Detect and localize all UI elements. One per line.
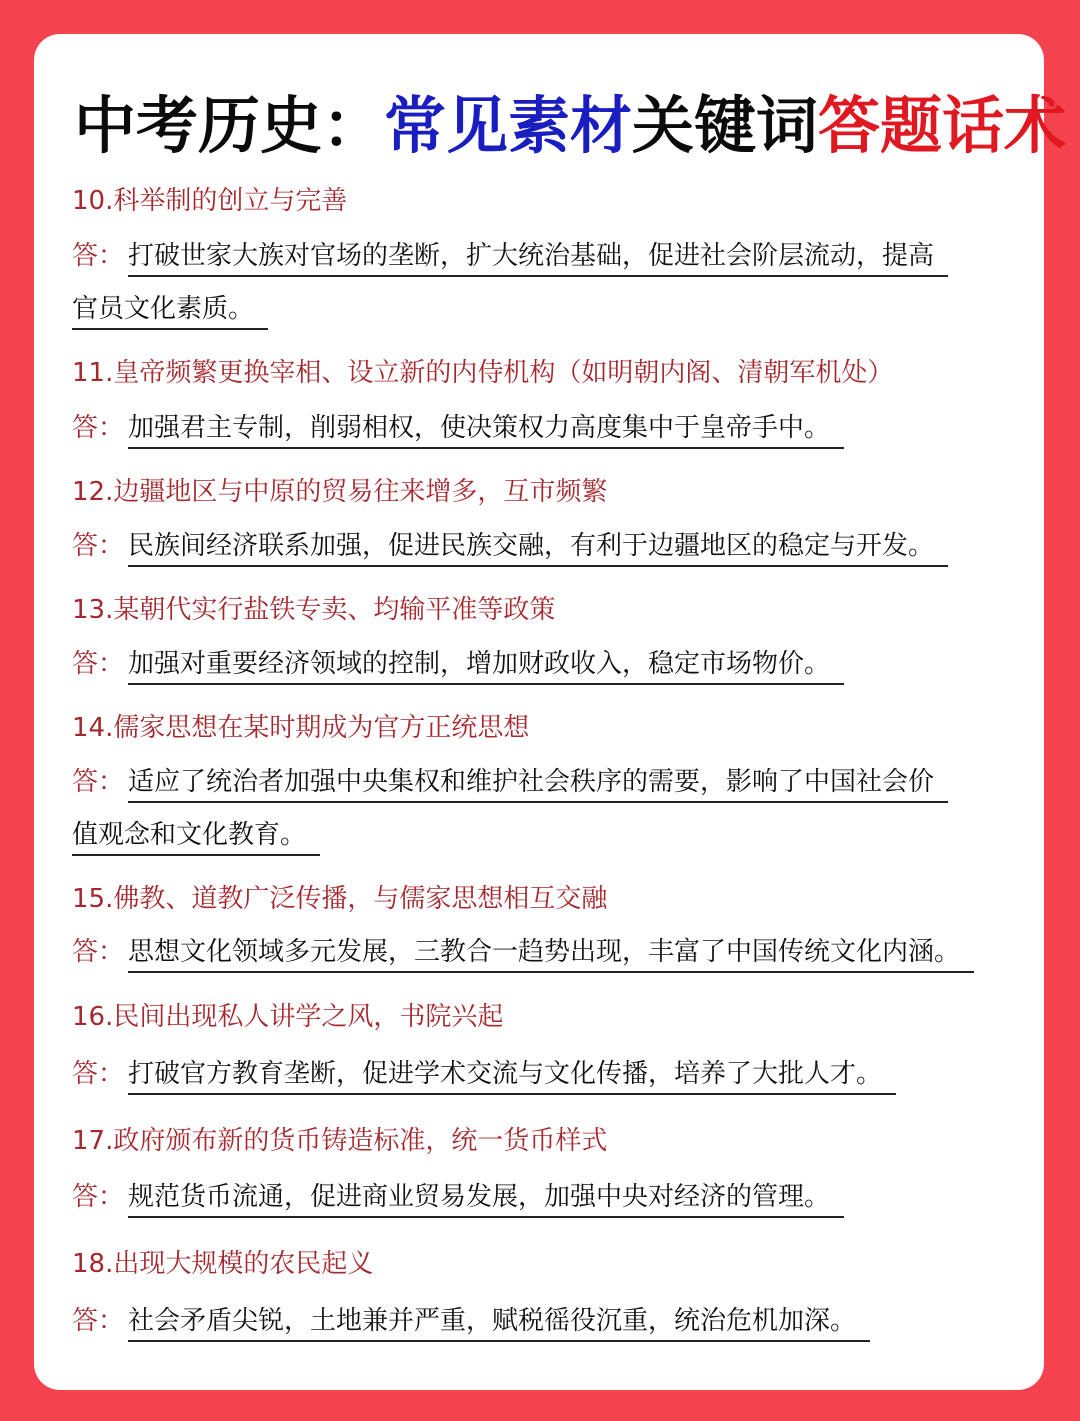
question: 14.儒家思想在某时期成为官方正统思想: [72, 713, 530, 743]
answer-text: 适应了统治者加强中央集权和维护社会秩序的需要，影响了中国社会价: [128, 767, 948, 803]
question: 10.科举制的创立与完善: [72, 186, 348, 216]
question: 11.皇帝频繁更换宰相、设立新的内侍机构（如明朝内阁、清朝军机处）: [72, 358, 894, 388]
answer-label: 答：: [72, 937, 125, 967]
answer-line: [72, 407, 844, 444]
answer-text: 民族间经济联系加强，促进民族交融，有利于边疆地区的稳定与开发。: [128, 531, 948, 567]
answer-line: [72, 643, 844, 680]
answer-label: 答：: [72, 413, 125, 443]
answer-text: 打破官方教育垄断，促进学术交流与文化传播，培养了大批人才。: [128, 1059, 896, 1095]
answer-label: 答：: [72, 1182, 125, 1212]
answer-label: 答：: [72, 649, 125, 679]
question: 13.某朝代实行盐铁专卖、均输平准等政策: [72, 595, 556, 625]
title-part-1: 中考历史：: [74, 89, 385, 162]
answer-line: [72, 814, 320, 851]
question: 16.民间出现私人讲学之风，书院兴起: [72, 1002, 504, 1032]
answer-label: 答：: [72, 1059, 125, 1089]
answer-text: 社会矛盾尖锐，土地兼并严重，赋税徭役沉重，统治危机加深。: [128, 1306, 870, 1342]
title-part-2: 常见素材: [384, 89, 633, 162]
title-part-3: 关键词: [632, 89, 819, 162]
answer-text: 打破世家大族对官场的垄断，扩大统治基础，促进社会阶层流动，提高: [128, 241, 948, 277]
answer-line: [72, 931, 974, 968]
question: 17.政府颁布新的货币铸造标准，统一货币样式: [72, 1126, 608, 1156]
answer-line: [72, 1176, 844, 1213]
answer-line: [72, 525, 948, 562]
answer-line: [72, 761, 948, 798]
answer-text: 官员文化素质。: [72, 294, 268, 330]
answer-text: 加强君主专制，削弱相权，使决策权力高度集中于皇帝手中。: [128, 413, 844, 449]
question: 12.边疆地区与中原的贸易往来增多，互市频繁: [72, 477, 608, 507]
answer-text: 值观念和文化教育。: [72, 820, 320, 856]
answer-label: 答：: [72, 1306, 125, 1336]
answer-label: 答：: [72, 241, 125, 271]
answer-line: [72, 235, 948, 272]
answer-label: 答：: [72, 767, 125, 797]
answer-line: [72, 288, 268, 325]
answer-text: 思想文化领域多元发展，三教合一趋势出现，丰富了中国传统文化内涵。: [128, 937, 974, 973]
answer-text: 规范货币流通，促进商业贸易发展，加强中央对经济的管理。: [128, 1182, 844, 1218]
answer-label: 答：: [72, 531, 125, 561]
title-part-4: 答题话术: [818, 89, 1067, 162]
question: 18.出现大规模的农民起义: [72, 1249, 374, 1279]
answer-line: [72, 1300, 870, 1337]
question: 15.佛教、道教广泛传播，与儒家思想相互交融: [72, 884, 608, 914]
page-title: [74, 76, 1066, 165]
answer-line: [72, 1053, 896, 1090]
answer-text: 加强对重要经济领域的控制，增加财政收入，稳定市场物价。: [128, 649, 844, 685]
